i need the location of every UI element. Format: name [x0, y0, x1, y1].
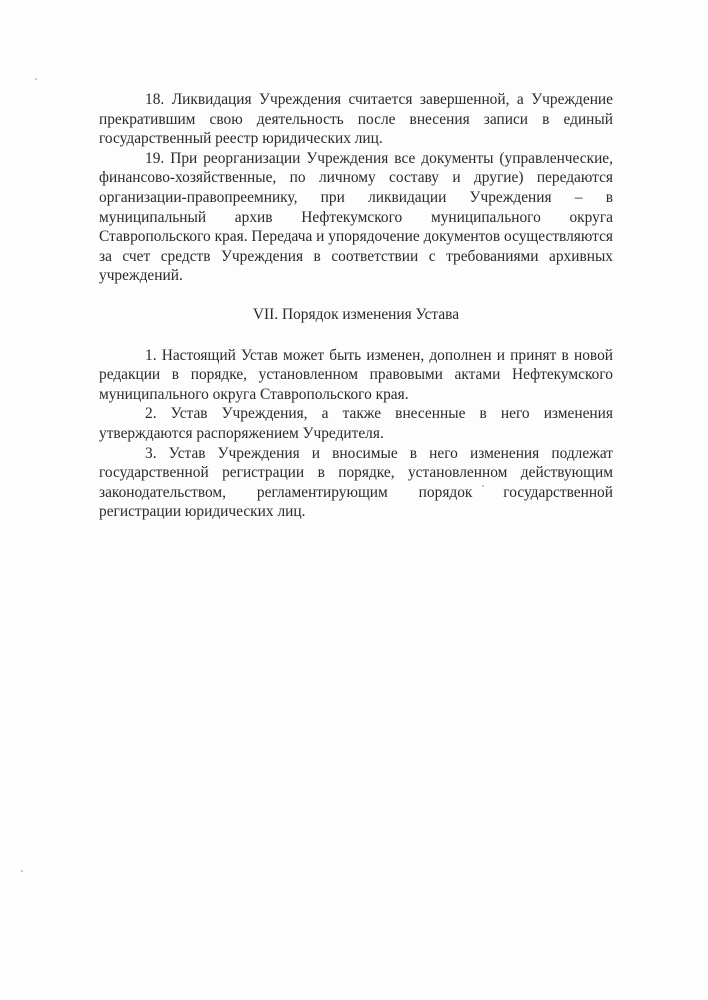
paragraph-7-2: 2. Устав Учреждения, а также внесенные в него изменения утверждаются распоряжением Учредителя. [99, 405, 613, 442]
paragraph-19: 19. При реорганизации Учреждения все документы (управленческие, финансово-хозяйственные, по личному составу и другие) передаются организации-правопреемнику, при ликвидации Учреждения – в муниципальный архив Нефтекумского муниципального округа Ставропольского края. Передача и упорядочение документов осуществляются за счет средств Учреждения в соответствии с требованиями архивных учреждений. [99, 149, 613, 285]
paragraph-7-1: 1. Настоящий Устав может быть изменен, дополнен и принят в новой редакции в порядке, установленном правовыми актами Нефтекумского муниципального округа Ставропольского края. [99, 346, 613, 403]
paragraph-7-3: 3. Устав Учреждения и вносимые в него изменения подлежат государственной регистрации в порядке, установленном действующим законодательством, регламентирующим порядок государственной регистрации юридических лиц. [99, 444, 613, 521]
scan-speck [21, 870, 23, 872]
section-heading: VII. Порядок изменения Устава [252, 305, 460, 323]
scan-speck [35, 78, 37, 80]
document-body [99, 90, 613, 522]
paragraph-18: 18. Ликвидация Учреждения считается завершенной, а Учреждение прекратившим свою деятельность после внесения записи в единый государственный реестр юридических лиц. [99, 91, 613, 148]
